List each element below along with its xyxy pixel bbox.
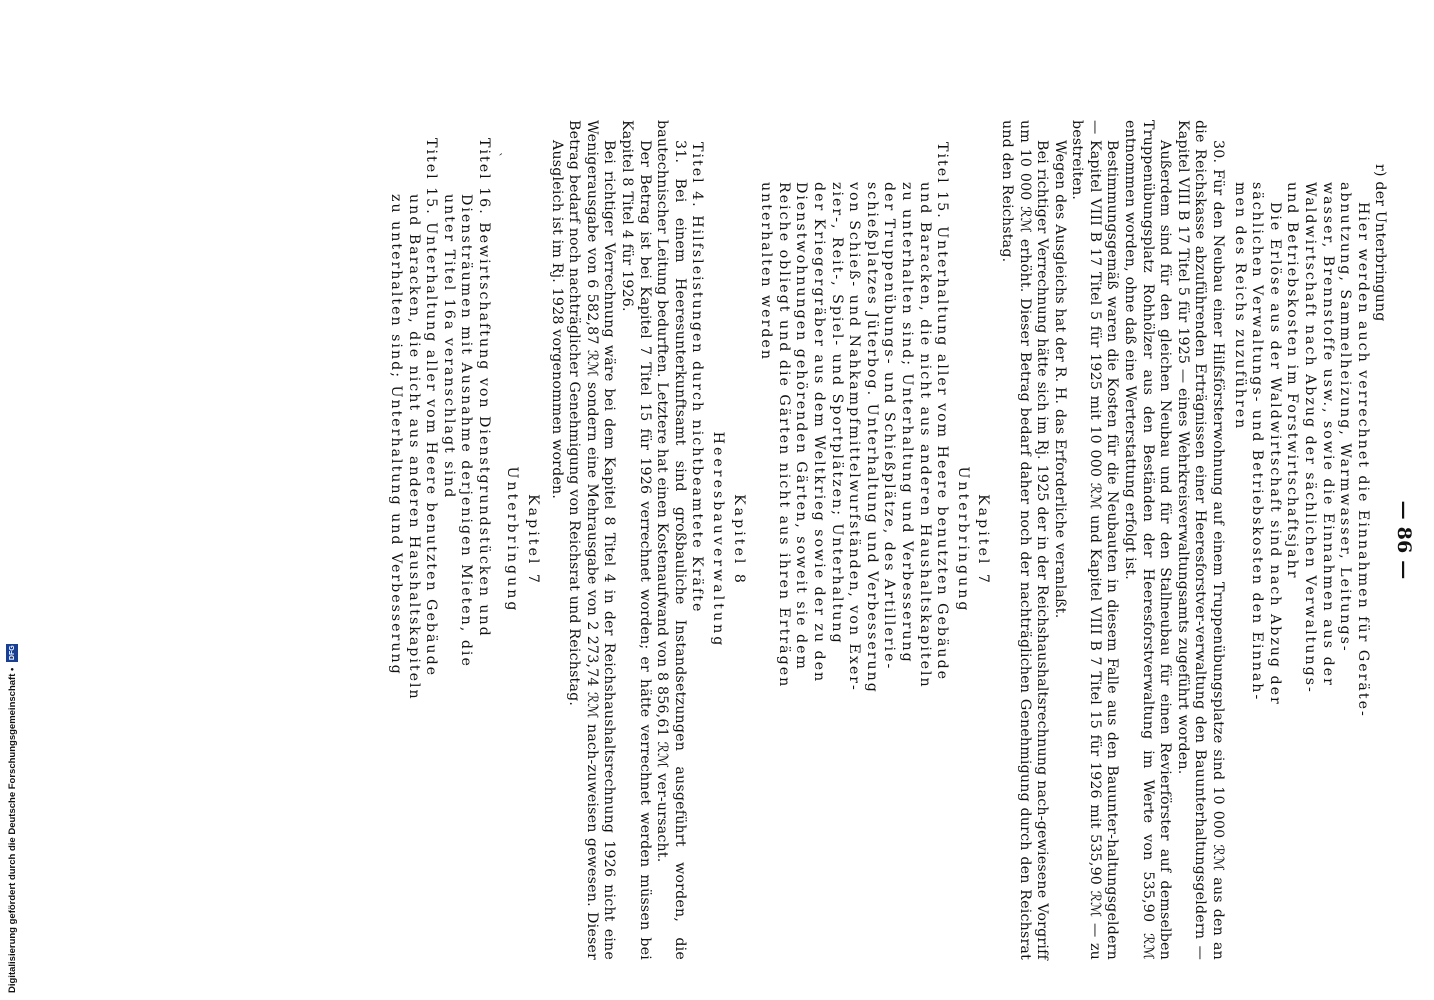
titel-16-cont: Diensträumen mit Ausnahme derjenigen Mieten, die (458, 194, 475, 668)
dfg-logo: DFG (6, 644, 18, 662)
titel-15b-cont: zu unterhalten sind; Unterhaltung und Verbesserung (387, 194, 404, 676)
block-line: wasser, Brennstoffe usw., sowie die Einnahmen aus der (1319, 182, 1336, 687)
block-line: der Truppenübungs- und Schießplätze, des Artillerie- (881, 182, 898, 671)
block-line: Dienstwohnungen gehörenden Gärten, soweit sie dem (793, 182, 810, 671)
block-line: Titel 15. Unterhaltung aller vom Heere benutzten Gebäude (934, 142, 951, 682)
paragraph-31d: Ausgleich ist im Rj. 1928 vorgenommen worden. (548, 140, 565, 500)
paragraph-30e: Bei richtiger Verrechnung hätte sich im Rj. 1925 der in der Reichshaushaltsrechnung nach-gewiesene Vorgriff um 10 000 ℛℳ erhöht. Dieser Betrag bedarf daher noch der nachträglichen Genehmigung durch den Reichsrat und den Reichstag. (998, 120, 1051, 960)
titel-15b-cont: und Baracken, die nicht aus anderen Haushaltskapiteln (405, 194, 422, 701)
block-line: von Schieß- und Nahkampfmittelwurfständen, von Exer- (846, 182, 863, 692)
block-line: der Kriegergräber aus dem Weltkrieg sowie der zu den (811, 182, 827, 684)
block-line: abnutzung, Sammelheizung, Warmwasser, Leitungs- (1337, 182, 1354, 653)
block-line: men des Reichs zuzuführen (1231, 182, 1248, 431)
block-line: Die Erlöse aus der Waldwirtschaft sind nach Abzug der (1266, 202, 1283, 706)
block-line: zu unterhalten sind; Unterhaltung und Verbesserung (898, 182, 915, 664)
block-line: zier-, Reit-, Spiel- und Sportplätzen; Unterhaltung (828, 182, 845, 645)
section-r-heading: r) der Unterbringung (1372, 164, 1389, 322)
block-line: Hier werden auch verrechnet die Einnahmen für Geräte- (1354, 202, 1371, 718)
unterbringung-heading: Unterbringung (954, 466, 971, 614)
heeresbau-heading: Heeresbauverwaltung (710, 431, 727, 649)
unterbringung-heading-2: Unterbringung (504, 466, 521, 614)
paragraph-31b: Der Betrag ist bei Kapitel 7 Titel 15 für 1926 verrechnet worden; er hätte verrechnet werden müssen bei Kapitel 8 Titel 4 für 1926. (619, 120, 653, 960)
paragraph-30b: Außerdem sind für den gleichen Neubau und für den Stallneubau für einen Revierförster auf demselben Truppenübungsplatz Rohhölzer aus den Beständen der Heeresforstverwaltung im Werte von 535,90 ℛℳ entnommen worden, ohne daß eine Werterstattung erfolgt ist. (1122, 120, 1174, 960)
block-line: schießplatzes Jüterbog. Unterhaltung und Verbesserung (863, 182, 880, 694)
block-line: und Baracken, die nicht aus anderen Haushaltskapiteln (916, 182, 933, 689)
dfg-footer (3, 0, 21, 993)
page-number: — 86 — (1393, 500, 1415, 580)
paragraph-31c: Bei richtiger Verrechnung wäre bei dem Kapitel 8 Titel 4 in der Reichshaushaltsrechnung 1926 nicht eine Wenigerausgabe von 6 582,87 ℛℳ sondern eine Mehrausgabe von 2 273,74 ℛℳ nach-zuweisen gewesen. Dieser Betrag bedarf noch nachträglicher Genehmigung von Reichsrat und Reichstag. (566, 120, 618, 960)
stray-mark: ` (488, 152, 503, 159)
paragraph-30: 30. Für den Neubau einer Hilfsförsterwohnung auf einem Truppenübungsplatze sind 10 000 ℛℳ aus den an die Reichskasse abzuführenden Erträgnissen einer Heeresforstver-verwaltung den Bauunterhaltungsgeldern — Kapitel VIII B 17 Titel 5 für 1925 — eines Wehrkreisverwaltungsamts zugeführt worden. (1174, 120, 1227, 960)
kapitel-7-heading: Kapitel 7 (975, 494, 992, 586)
page-content (386, 120, 1415, 960)
titel-15-block (757, 120, 951, 960)
block-line: sächlichen Verwaltungs- und Betriebskosten den Einnah- (1249, 182, 1266, 702)
paragraph-30d: Wegen des Ausgleichs hat der R. H. das Erforderliche veranlaßt. (1051, 140, 1068, 619)
kapitel-7-heading-2: Kapitel 7 (525, 494, 542, 586)
kapitel-8-heading: Kapitel 8 (730, 494, 747, 586)
footer-text: Digitalisierung gefördert durch die Deutsche Forschungsgemeinschaft • (6, 667, 18, 993)
titel-16-line: Titel 16. Bewirtschaftung von Dienstgrundstücken und (475, 138, 492, 638)
section-r-block (1230, 120, 1371, 960)
block-line: Waldwirtschaft nach Abzug der sächlichen Verwaltungs- (1302, 182, 1319, 694)
block-line: Reiche obliegt und die Gärten nicht aus ihren Erträgen (775, 182, 792, 689)
titel-16-cont: unter Titel 16a veranschlagt sind (440, 194, 457, 500)
titel-15b-line: Titel 15. Unterhaltung aller vom Heere benutzten Gebäude (423, 138, 440, 678)
paragraph-30c: Bestimmungsgemäß waren die Kosten für die Neubauten in diesem Falle aus den Bauunter-haltungsgeldern — Kapitel VIII B 17 Titel 5 für 1925 mit 10 000 ℛℳ und Kapitel VIII B 7 Titel 15 für 1926 mit 535,90 ℛℳ — zu bestreiten. (1069, 120, 1121, 960)
titel-4-line: Titel 4. Hilfsleistungen durch nichtbeamtete Kräfte (689, 142, 706, 614)
paragraph-31: 31. Bei einem Heeresunterkunftsamt sind großbauliche Instandsetzungen ausgeführt worden, die bautechnischer Leitung bedurften. Letztere hat einen Kostenaufwand von 8 856,61 ℛℳ ver-ursacht. (654, 120, 688, 960)
block-line: und Betriebskosten im Forstwirtschaftsjahr (1284, 182, 1301, 580)
block-line: unterhalten werden (758, 182, 775, 361)
